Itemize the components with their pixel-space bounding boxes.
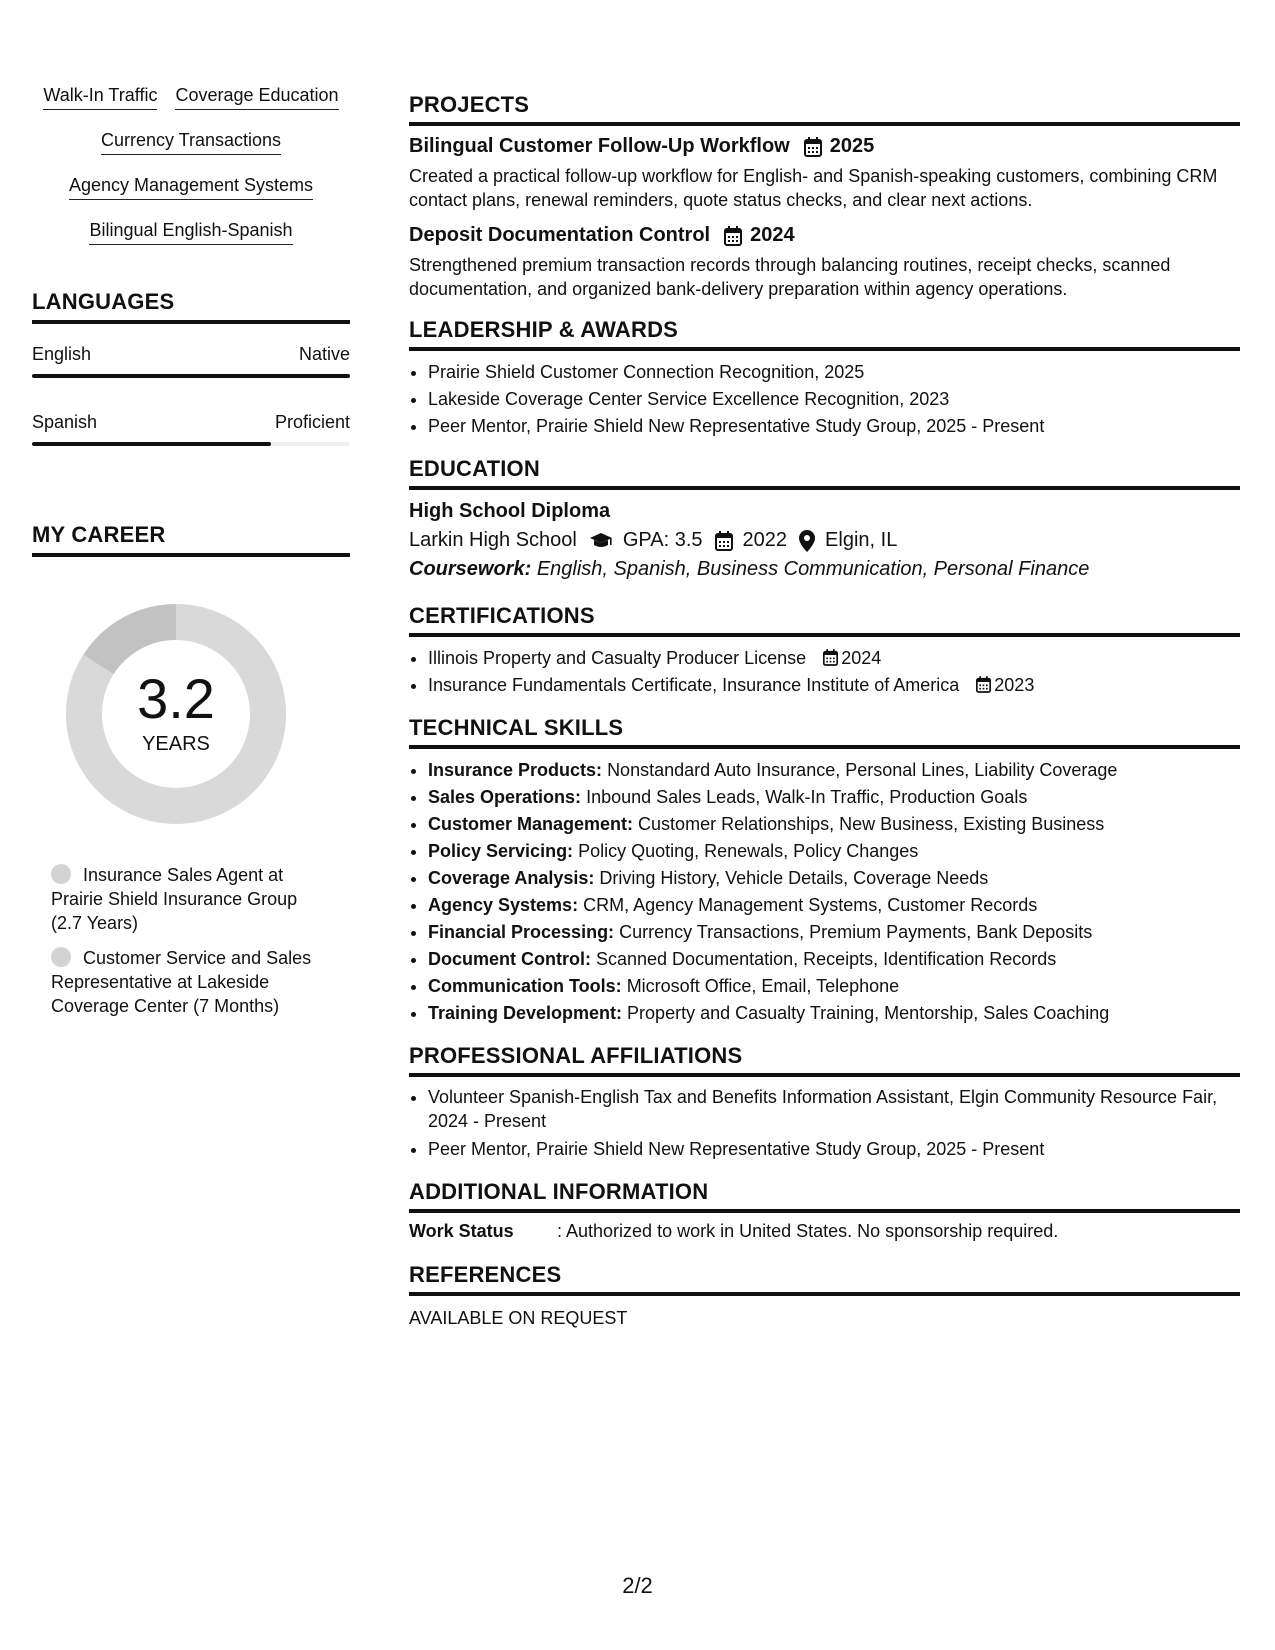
calendar-icon xyxy=(823,649,838,666)
list-item: • Peer Mentor, Prairie Shield New Representative Study Group, 2025 - Present xyxy=(428,1136,1240,1163)
skill-label: Agency Systems: xyxy=(428,895,579,915)
list-item: • Peer Mentor, Prairie Shield New Representative Study Group, 2025 - Present xyxy=(428,413,1240,440)
certification-year: 2024 xyxy=(841,648,882,668)
list-item xyxy=(428,784,1240,811)
skill-tag: Walk-In Traffic xyxy=(43,84,157,110)
skill-label: Financial Processing: xyxy=(428,922,615,942)
list-item xyxy=(428,757,1240,784)
career-years-unit: YEARS xyxy=(142,733,210,755)
skill-tag: Coverage Education xyxy=(175,84,338,110)
career-item xyxy=(51,946,331,1018)
work-status-value: : Authorized to work in United States. No sponsorship required. xyxy=(557,1221,1059,1241)
skill-label: Customer Management: xyxy=(428,814,634,834)
affiliations-heading: PROFESSIONAL AFFILIATIONS xyxy=(409,1043,1240,1077)
list-item xyxy=(428,919,1240,946)
calendar-icon xyxy=(715,531,733,551)
school-location: Elgin, IL xyxy=(825,529,898,551)
education-section xyxy=(409,456,1240,581)
references-text: AVAILABLE ON REQUEST xyxy=(409,1308,628,1328)
project-title: Deposit Documentation Control xyxy=(409,224,711,246)
legend-dot-icon xyxy=(51,947,71,967)
skill-value: Nonstandard Auto Insurance, Personal Lines, Liability Coverage xyxy=(607,760,1118,780)
list-item xyxy=(428,973,1240,1000)
career-donut xyxy=(61,599,291,829)
list-item xyxy=(428,811,1240,838)
graduation-cap-icon xyxy=(589,532,613,550)
skill-label: Insurance Products: xyxy=(428,760,603,780)
skill-label: Coverage Analysis: xyxy=(428,868,595,888)
skill-value: Customer Relationships, New Business, Existing Business xyxy=(638,814,1105,834)
additional-info-heading: ADDITIONAL INFORMATION xyxy=(409,1179,1240,1213)
skill-tag: Bilingual English-Spanish xyxy=(89,219,292,245)
additional-info-section xyxy=(409,1179,1240,1242)
language-level: Native xyxy=(298,344,350,364)
coursework xyxy=(409,558,1240,581)
references-section xyxy=(409,1262,1240,1329)
project-item xyxy=(409,224,1240,301)
location-pin-icon xyxy=(799,530,815,552)
project-year: 2025 xyxy=(829,135,875,157)
list-item xyxy=(428,838,1240,865)
right-column xyxy=(409,92,1240,1329)
skill-value: Policy Quoting, Renewals, Policy Changes xyxy=(578,841,919,861)
skill-label: Communication Tools: xyxy=(428,976,622,996)
skill-value: Property and Casualty Training, Mentorship, Sales Coaching xyxy=(627,1003,1110,1023)
certification-year: 2023 xyxy=(994,675,1035,695)
project-description: Created a practical follow-up workflow for English- and Spanish-speaking customers, combining CRM contact plans, renewal reminders, quote status checks, and clear next actions. xyxy=(409,166,1218,210)
skill-label: Policy Servicing: xyxy=(428,841,574,861)
list-item xyxy=(428,865,1240,892)
leadership-section xyxy=(409,317,1240,440)
calendar-icon xyxy=(724,226,742,246)
leadership-heading: LEADERSHIP & AWARDS xyxy=(409,317,1240,351)
affiliations-section xyxy=(409,1043,1240,1163)
career-section xyxy=(32,522,350,1018)
legend-dot-icon xyxy=(51,864,71,884)
language-name: English xyxy=(32,344,92,364)
certifications-section xyxy=(409,603,1240,699)
career-years-value: 3.2 xyxy=(137,667,215,730)
project-year: 2024 xyxy=(750,224,795,246)
certification-name: Illinois Property and Casualty Producer License xyxy=(428,648,807,668)
language-bar xyxy=(32,374,350,378)
list-item: • Prairie Shield Customer Connection Recognition, 2025 xyxy=(428,359,1240,386)
project-title: Bilingual Customer Follow-Up Workflow xyxy=(409,135,790,157)
graduation-year: 2022 xyxy=(742,529,788,551)
skill-value: Microsoft Office, Email, Telephone xyxy=(626,976,900,996)
skill-label: Document Control: xyxy=(428,949,591,969)
education-heading: EDUCATION xyxy=(409,456,1240,490)
skill-value: Inbound Sales Leads, Walk-In Traffic, Production Goals xyxy=(586,787,1028,807)
language-level: Proficient xyxy=(274,412,350,432)
list-item xyxy=(428,672,1240,699)
career-heading: MY CAREER xyxy=(32,522,350,557)
languages-section xyxy=(32,289,350,446)
project-item xyxy=(409,135,1240,212)
list-item: • Volunteer Spanish-English Tax and Benefits Information Assistant, Elgin Community Resource Fair, 2024 - Present xyxy=(428,1085,1240,1133)
list-item xyxy=(428,1000,1240,1027)
career-list xyxy=(32,863,331,1018)
page-number: 2/2 xyxy=(622,1573,653,1598)
coursework-list: English, Spanish, Business Communication, Personal Finance xyxy=(536,558,1090,580)
projects-heading: PROJECTS xyxy=(409,92,1240,126)
technical-skills-section xyxy=(409,715,1240,1027)
skill-value: CRM, Agency Management Systems, Customer Records xyxy=(583,895,1038,915)
career-item-text: Customer Service and Sales Representative at Lakeside Coverage Center (7 Months) xyxy=(51,948,312,1016)
skill-tags xyxy=(32,84,350,245)
skill-value: Scanned Documentation, Receipts, Identification Records xyxy=(596,949,1057,969)
certifications-heading: CERTIFICATIONS xyxy=(409,603,1240,637)
list-item: • Lakeside Coverage Center Service Excellence Recognition, 2023 xyxy=(428,386,1240,413)
language-item xyxy=(32,344,350,378)
degree-title: High School Diploma xyxy=(409,500,611,522)
language-item xyxy=(32,412,350,446)
skill-label: Sales Operations: xyxy=(428,787,582,807)
project-description: Strengthened premium transaction records through balancing routines, receipt checks, scanned documentation, and organized bank-delivery preparation within agency operations. xyxy=(409,255,1171,299)
language-name: Spanish xyxy=(32,412,98,432)
calendar-icon xyxy=(804,137,822,157)
gpa: GPA: 3.5 xyxy=(622,529,703,551)
language-bar xyxy=(32,442,350,446)
list-item xyxy=(428,645,1240,672)
language-bar-fill xyxy=(32,374,350,378)
technical-skills-heading: TECHNICAL SKILLS xyxy=(409,715,1240,749)
coursework-label: Coursework: xyxy=(409,558,532,580)
certification-name: Insurance Fundamentals Certificate, Insurance Institute of America xyxy=(428,675,960,695)
calendar-icon xyxy=(976,676,991,693)
left-column xyxy=(32,84,350,1029)
list-item xyxy=(428,946,1240,973)
skill-tag: Agency Management Systems xyxy=(69,174,313,200)
work-status-label: Work Status xyxy=(409,1221,514,1241)
skill-value: Driving History, Vehicle Details, Coverage Needs xyxy=(599,868,989,888)
language-bar-fill xyxy=(32,442,271,446)
skill-tag: Currency Transactions xyxy=(101,129,281,155)
career-item-text: Insurance Sales Agent at Prairie Shield Insurance Group (2.7 Years) xyxy=(51,865,298,933)
projects-section xyxy=(409,92,1240,301)
skill-label: Training Development: xyxy=(428,1003,623,1023)
list-item xyxy=(428,892,1240,919)
skill-value: Currency Transactions, Premium Payments, Bank Deposits xyxy=(619,922,1093,942)
school-name: Larkin High School xyxy=(409,529,577,551)
languages-heading: LANGUAGES xyxy=(32,289,350,324)
career-item xyxy=(51,863,331,935)
references-heading: REFERENCES xyxy=(409,1262,1240,1296)
